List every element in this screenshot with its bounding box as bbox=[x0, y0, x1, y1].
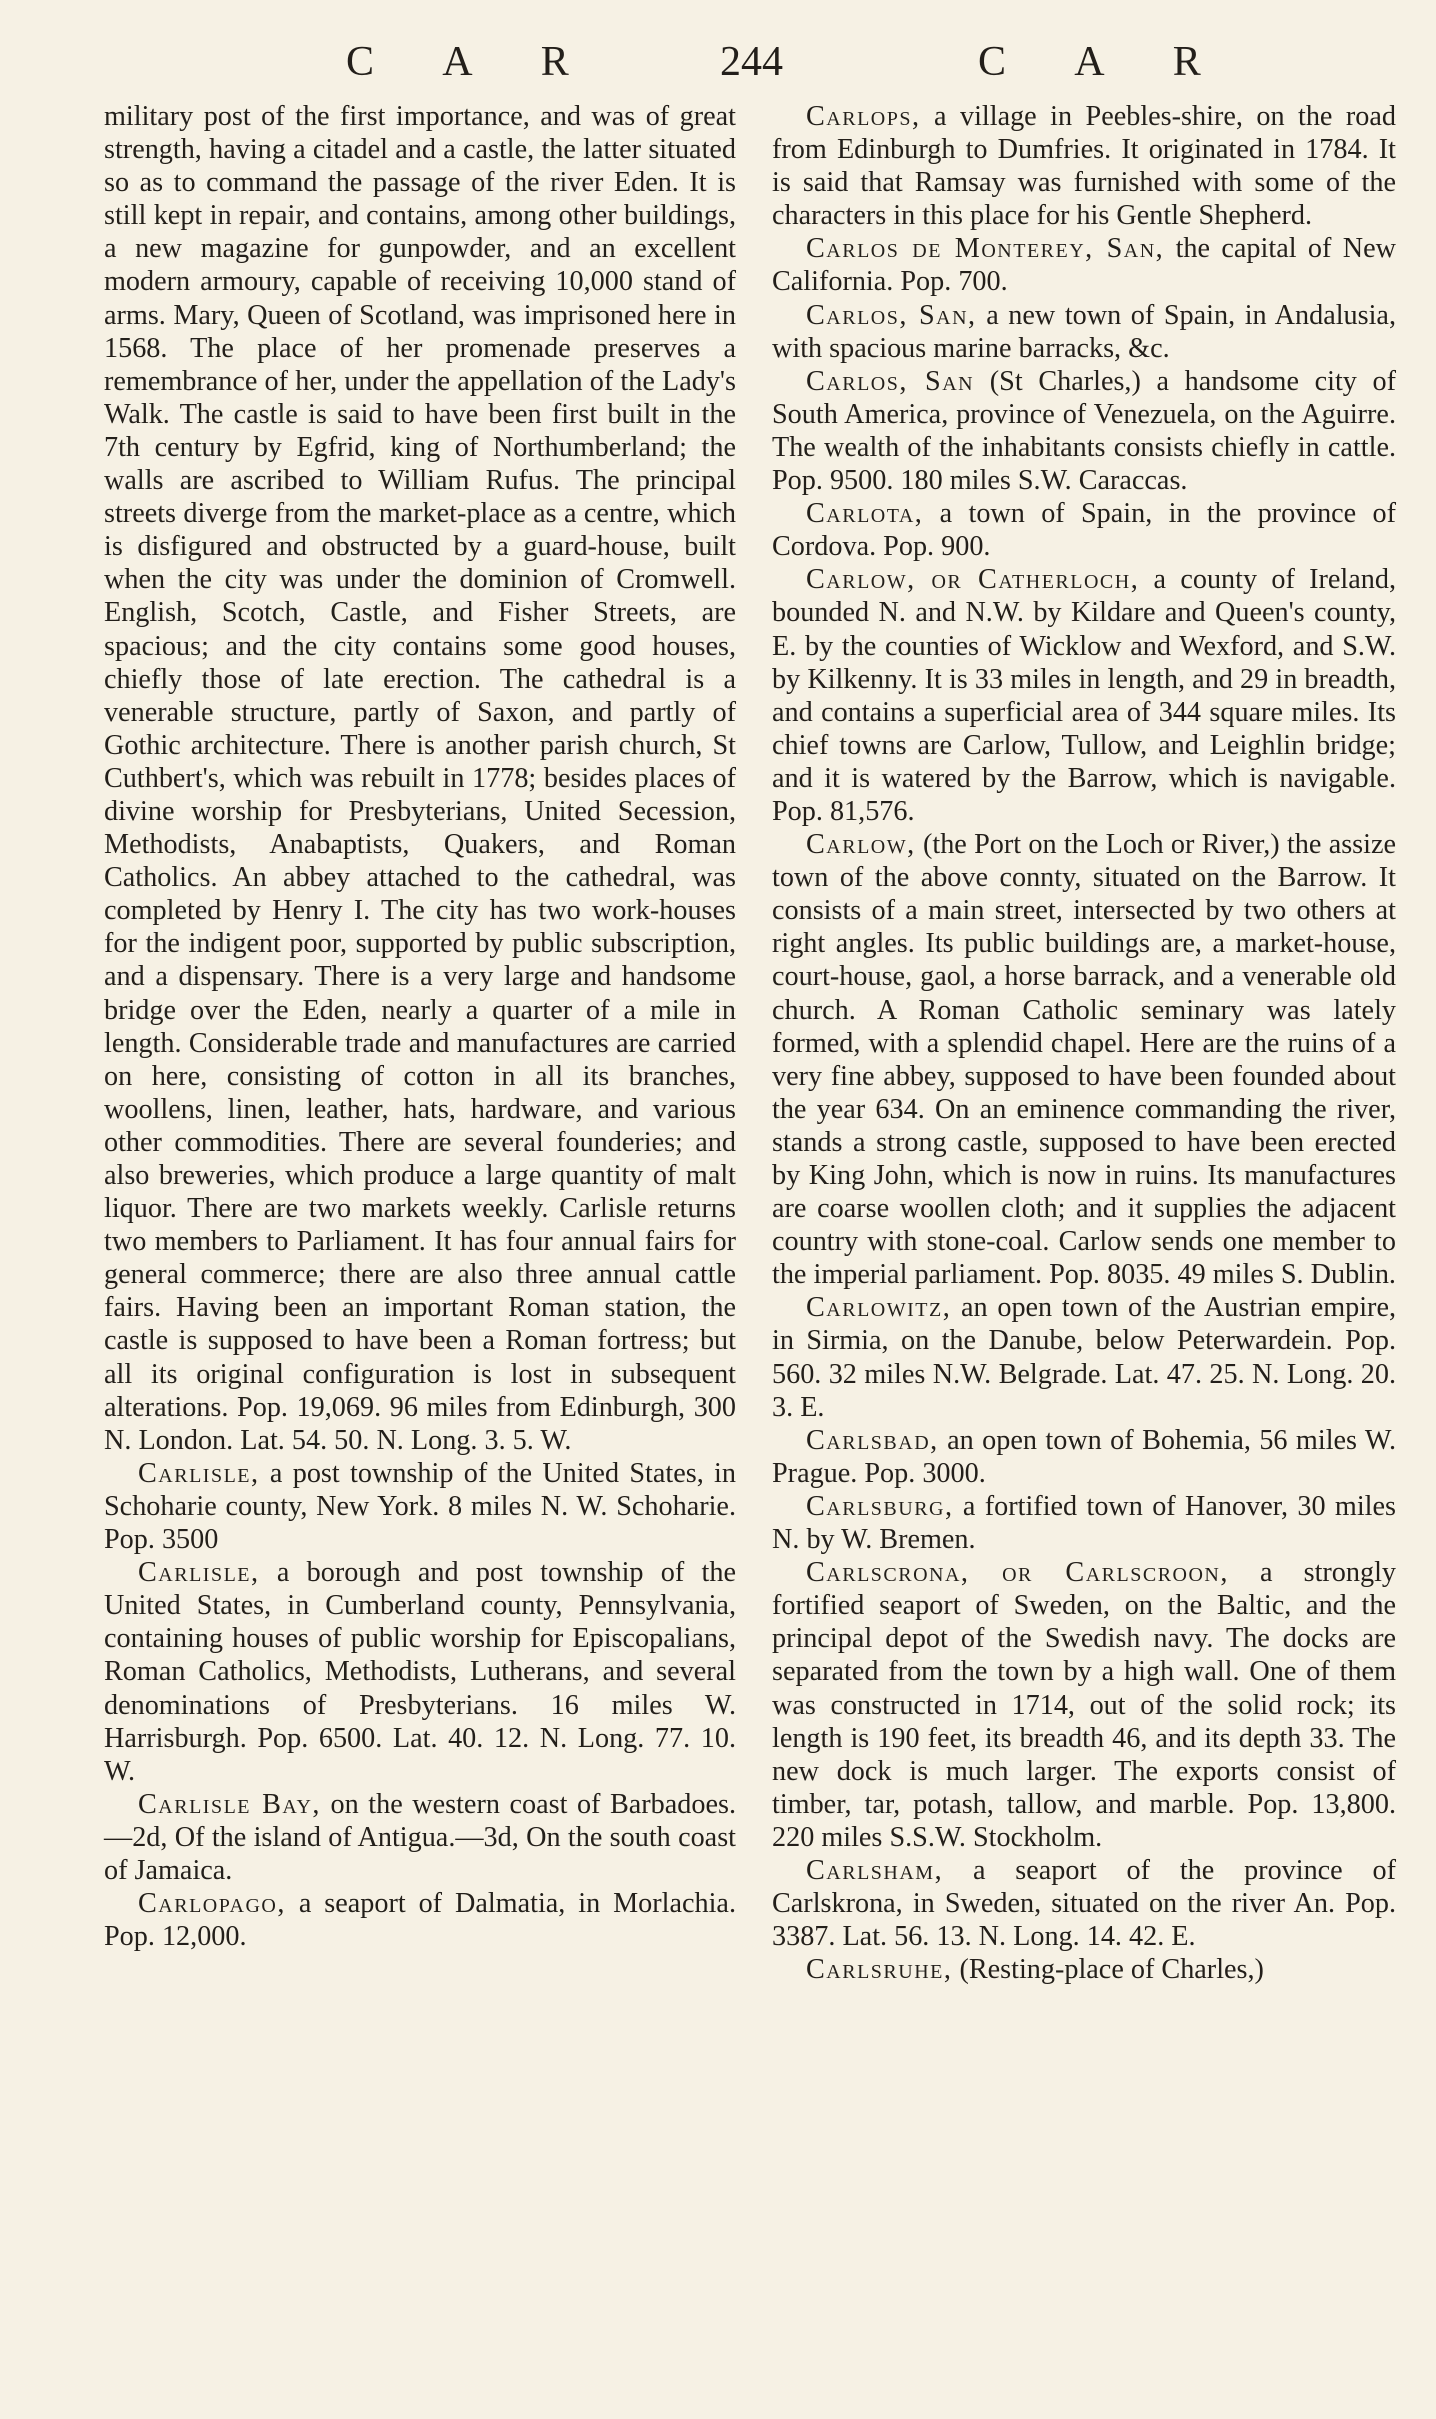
entry-text: an open town of the Austrian empire, in Sirmia, on the Danube, below Peterwardein. Pop. 560. 32 miles N.W. Belgrade. Lat. 47. 25. N. Long. 20. 3. E. bbox=[772, 1292, 1396, 1423]
entry-headword: Carlos de Monterey, San, bbox=[806, 233, 1165, 265]
entry-headword: Carlscrona, or Carlscroon, bbox=[806, 1557, 1229, 1589]
entry-text: a village in Peebles-shire, on the road from Edinburgh to Dumfries. It originated in 1784. It is said that Ramsay was furnished with some of the characters in this place for his Gentle Shepherd. bbox=[772, 101, 1396, 232]
entry-headword: Carlos, San, bbox=[806, 299, 977, 331]
entry-text: a strongly fortified seaport of Sweden, on the Baltic, and the principal depot of the Swedish navy. The docks are separated from the town by a high wall. One of them was constructed in 1714, out of the solid rock; its length is 190 feet, its breadth 46, and its depth 33. The new dock is much larger. The exports consist of timber, tar, potash, tallow, and marble. Pop. 13,800. 220 miles S.S.W. Stockholm. bbox=[772, 1557, 1396, 1853]
entry-carlowitz bbox=[772, 1291, 1396, 1423]
entry-carlsburg bbox=[772, 1490, 1396, 1556]
entry-text: a fortified town of Hanover, 30 miles N. by W. Bremen. bbox=[772, 1490, 1396, 1556]
entry-text: a seaport of Dalmatia, in Morlachia. Pop. 12,000. bbox=[104, 1888, 736, 1953]
entry-carlos-de-monterey bbox=[772, 232, 1396, 298]
entry-text: a borough and post township of the United States, in Cumberland county, Pennsylvania, containing houses of public worship for Episcopalians, Roman Catholics, Methodists, Lutherans, and several denominations of Presbyterians. 16 miles W. Harrisburgh. Pop. 6500. Lat. 40. 12. N. Long. 77. 10. W. bbox=[104, 1557, 736, 1787]
entry-text: a post township of the United States, in Schoharie county, New York. 8 miles N. W. Schoharie. Pop. 3500 bbox=[104, 1457, 736, 1556]
entry-headword: Carlops, bbox=[806, 101, 921, 132]
page-number: 244 bbox=[720, 39, 783, 85]
entry-text: a seaport of the province of Carlskrona, in Sweden, situated on the river An. Pop. 3387. Lat. 56. 13. N. Long. 14. 42. E. bbox=[772, 1854, 1396, 1953]
entry-text: (St Charles,) a handsome city of South America, province of Venezuela, on the Aguirre. The wealth of the inhabitants consists chiefly in cattle. Pop. 9500. 180 miles S.W. Caraccas. bbox=[772, 365, 1396, 497]
entry-carlscrona bbox=[772, 1556, 1396, 1854]
entry-headword: Carlow, bbox=[806, 829, 916, 861]
entry-text: an open town of Bohemia, 56 miles W. Prague. Pop. 3000. bbox=[772, 1424, 1396, 1489]
entry-carlops bbox=[772, 100, 1396, 232]
entry-headword: Carlota, bbox=[806, 498, 924, 530]
entry-text: a new town of Spain, in Andalusia, with spacious marine barracks, &c. bbox=[772, 299, 1396, 364]
entry-text: (the Port on the Loch or River,) the assize town of the above connty, situated on the Barrow. It consists of a main street, intersected by two others at right angles. Its public buildings are, a market-house, court-house, gaol, a horse barrack, and a venerable old church. A Roman Catholic seminary was lately formed, with a splendid chapel. Here are the ruins of a very fine abbey, supposed to have been founded about the year 634. On an eminence commanding the river, stands a strong castle, supposed to have been erected by King John, which is now in ruins. Its manufactures are coarse woollen cloth; and it supplies the adjacent country with stone-coal. Carlow sends one member to the imperial parliament. Pop. 8035. 49 miles S. Dublin. bbox=[772, 829, 1396, 1291]
entry-carlow-county bbox=[772, 563, 1396, 828]
continuation-paragraph: military post of the first importance, and was of great strength, having a citadel and a castle, the latter situated so as to command the passage of the river Eden. It is still kept in repair, and contains, among other buildings, a new magazine for gunpowder, and an excellent modern armoury, capable of receiving 10,000 stand of arms. Mary, Queen of Scotland, was imprisoned here in 1568. The place of her promenade preserves a remembrance of her, under the appellation of the Lady's Walk. The castle is said to have been first built in the 7th century by Egfrid, king of Northumberland; the walls are ascribed to William Rufus. The principal streets diverge from the market-place as a centre, which is disfigured and obstructed by a guard-house, built when the city was under the dominion of Cromwell. English, Scotch, Castle, and Fisher Streets, are spacious; and the city contains some good houses, chiefly those of late erection. The cathedral is a venerable structure, partly of Saxon, and partly of Gothic architecture. There is another parish church, St Cuthbert's, which was rebuilt in 1778; besides places of divine worship for Presbyterians, United Secession, Methodists, Anabaptists, Quakers, and Roman Catholics. An abbey attached to the cathedral, was completed by Henry I. The city has two work-houses for the indigent poor, supported by public subscription, and a dispensary. There is a very large and handsome bridge over the Eden, nearly a quarter of a mile in length. Considerable trade and manufactures are carried on here, consisting of cotton in all its branches, woollens, linen, leather, hats, hardware, and various other commodities. There are several founderies; and also breweries, which produce a large quantity of malt liquor. There are two markets weekly. Carlisle returns two members to Parliament. It has four annual fairs for general commerce; there are also three annual cattle fairs. Having been an important Roman station, the castle is supposed to have been a Roman fortress; but all its original configuration is lost in subsequent alterations. Pop. 19,069. 96 miles from Edinburgh, 300 N. London. Lat. 54. 50. N. Long. 3. 5. W. bbox=[104, 101, 736, 1456]
entry-text: a town of Spain, in the province of Cordova. Pop. 900. bbox=[772, 498, 1396, 563]
entry-carlota bbox=[772, 497, 1396, 563]
entry-carlsham bbox=[772, 1854, 1396, 1953]
right-column bbox=[772, 100, 1396, 1986]
entry-carlos-san-venezuela bbox=[772, 365, 1396, 497]
entry-carlsruhe bbox=[772, 1953, 1396, 1986]
left-column bbox=[104, 100, 736, 1953]
entry-headword: Carlsburg, bbox=[806, 1490, 954, 1522]
entry-headword: Carlsbad, bbox=[806, 1424, 939, 1456]
entry-text: on the western coast of Barbadoes.—2d, Of the island of Antigua.—3d, On the south coast of Jamaica. bbox=[104, 1788, 737, 1886]
entry-headword: Carlow, or Catherloch, bbox=[806, 564, 1140, 596]
entry-carlsbad bbox=[772, 1424, 1396, 1490]
entry-headword: Carlos, San bbox=[806, 365, 975, 397]
running-head-right: C A R bbox=[978, 39, 1231, 85]
running-head-left: C A R bbox=[346, 39, 599, 85]
entry-carlisle-pennsylvania bbox=[104, 1556, 736, 1788]
entry-headword: Carlisle, bbox=[138, 1457, 260, 1489]
entry-headword: Carlisle, bbox=[138, 1557, 260, 1589]
entry-text: (Resting-place of Charles,) bbox=[952, 1954, 1264, 1986]
entry-text: the capital of New California. Pop. 700. bbox=[772, 233, 1396, 298]
entry-headword: Carlopago, bbox=[138, 1888, 286, 1920]
entry-headword: Carlsham, bbox=[806, 1854, 944, 1886]
entry-carlow-town bbox=[772, 828, 1396, 1291]
entry-carlisle-bay bbox=[104, 1788, 736, 1887]
entry-carlisle-new-york bbox=[104, 1457, 736, 1556]
entry-headword: Carlowitz, bbox=[806, 1292, 952, 1324]
entry-headword: Carlsruhe, bbox=[806, 1954, 953, 1986]
entry-text: a county of Ireland, bounded N. and N.W. by Kildare and Queen's county, E. by the counties of Wicklow and Wexford, and S.W. by Kilkenny. It is 33 miles in length, and 29 in breadth, and contains a superficial area of 344 square miles. Its chief towns are Carlow, Tullow, and Leighlin bridge; and it is watered by the Barrow, which is navigable. Pop. 81,576. bbox=[772, 564, 1396, 827]
running-head bbox=[0, 38, 1436, 94]
entry-carlos-san-spain bbox=[772, 299, 1396, 365]
entry-carlopago bbox=[104, 1887, 736, 1953]
entry-headword: Carlisle Bay, bbox=[138, 1788, 321, 1820]
